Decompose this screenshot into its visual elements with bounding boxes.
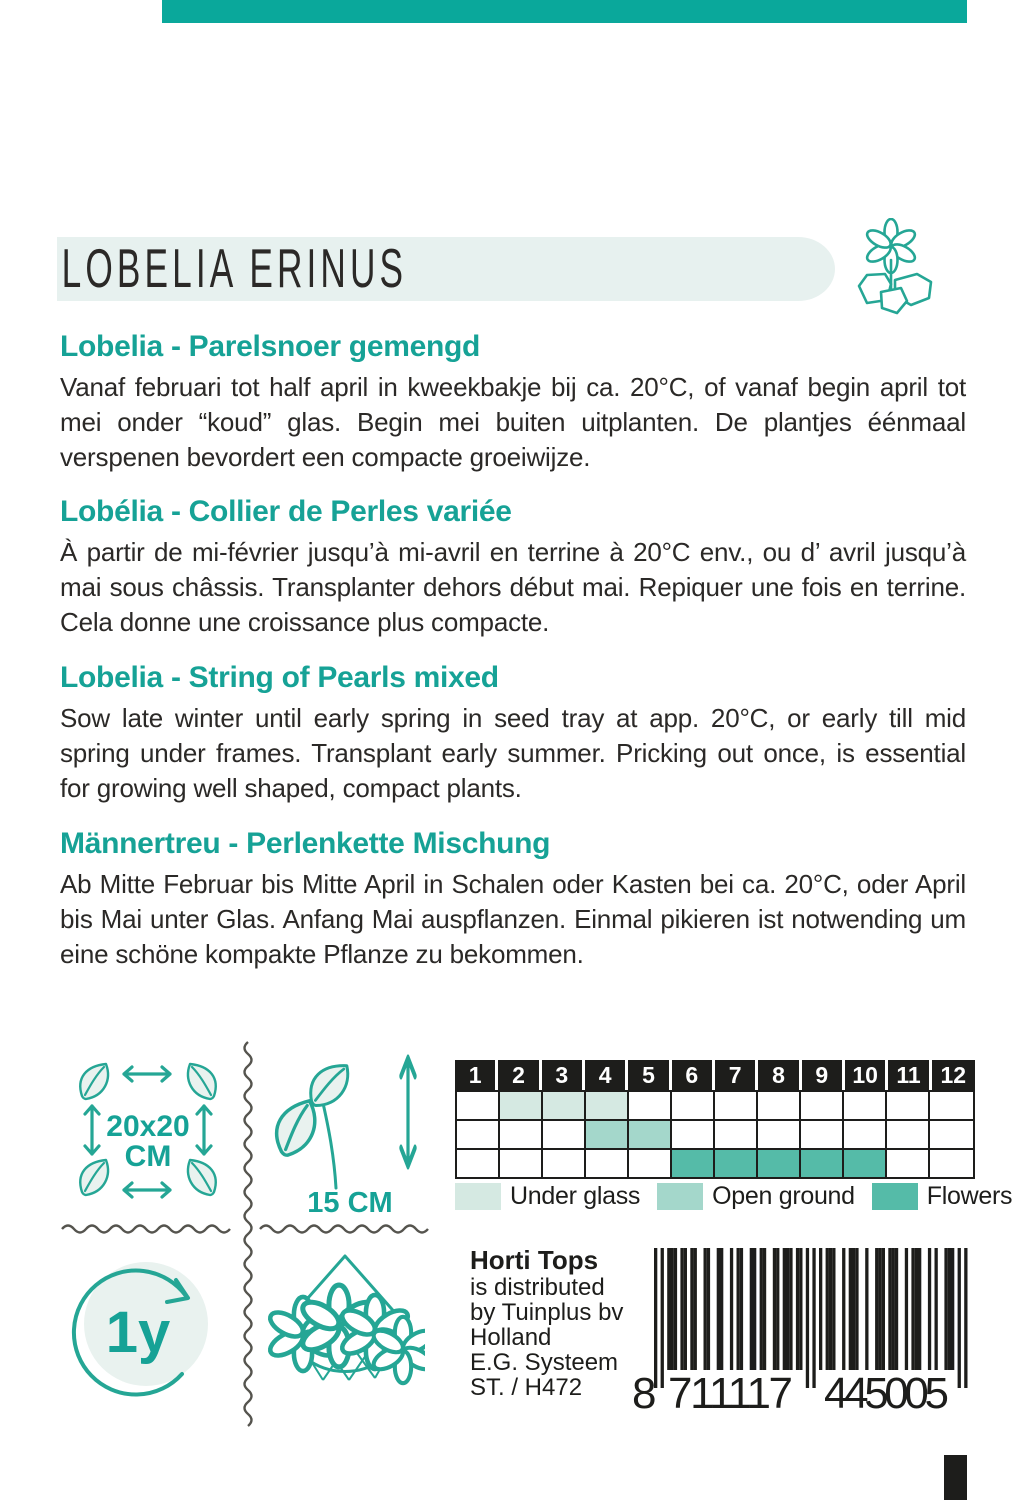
- barcode-bar: [895, 1248, 898, 1370]
- calendar-cell: [629, 1092, 672, 1121]
- calendar-month-header: 9: [802, 1060, 845, 1090]
- section-heading-en: Lobelia - String of Pearls mixed: [60, 661, 499, 694]
- barcode-bar: [674, 1248, 677, 1370]
- distributor-name: Horti Tops: [470, 1245, 599, 1275]
- barcode-bar: [865, 1248, 868, 1370]
- barcode-bar: [720, 1248, 723, 1370]
- calendar-cell: [844, 1150, 887, 1177]
- calendar-cell: [887, 1121, 930, 1150]
- title-band: [57, 237, 835, 301]
- barcode-bar: [832, 1248, 835, 1370]
- calendar-month-header: 3: [542, 1060, 585, 1090]
- calendar-cell: [715, 1092, 758, 1121]
- barcode-bar: [875, 1248, 878, 1370]
- calendar-cell: [844, 1121, 887, 1150]
- calendar-month-header: 6: [672, 1060, 715, 1090]
- barcode-bar: [717, 1248, 720, 1370]
- barcode-bar: [892, 1248, 895, 1370]
- barcode-bar: [680, 1248, 683, 1370]
- barcode-bar: [829, 1248, 832, 1370]
- lifecycle-text: 1y: [105, 1300, 171, 1365]
- barcode-bar: [905, 1248, 908, 1370]
- barcode-bar: [694, 1248, 697, 1370]
- calendar-cell: [586, 1121, 629, 1150]
- section-french: [60, 495, 966, 640]
- calendar-cell: [457, 1121, 500, 1150]
- calendar-cell: [887, 1150, 930, 1177]
- barcode-bar: [786, 1248, 789, 1370]
- barcode-bar: [842, 1248, 845, 1370]
- barcode-bar: [776, 1248, 779, 1370]
- barcode-bar: [812, 1248, 815, 1388]
- barcode-bar: [958, 1248, 961, 1388]
- calendar-month-header: 11: [888, 1060, 931, 1090]
- barcode-bar: [737, 1248, 740, 1370]
- barcode-bar: [773, 1248, 776, 1370]
- barcode-bar: [915, 1248, 918, 1370]
- calendar-cell: [801, 1092, 844, 1121]
- calendar-cell: [457, 1150, 500, 1177]
- calendar-cell: [457, 1092, 500, 1121]
- barcode-bar: [750, 1248, 753, 1370]
- calendar-cell: [758, 1121, 801, 1150]
- section-german: [60, 827, 966, 972]
- distributor-line: by Tuinplus bv: [470, 1299, 624, 1326]
- spacing-value-text: 20x20: [106, 1110, 190, 1143]
- legend-swatch: [657, 1183, 703, 1210]
- calendar-month-header: 1: [455, 1060, 498, 1090]
- barcode-digits: 711117: [668, 1369, 793, 1413]
- section-heading-de: Männertreu - Perlenkette Mischung: [60, 827, 551, 860]
- distributor-line: ST. / H472: [470, 1374, 583, 1401]
- barcode-bar: [878, 1248, 881, 1370]
- barcode-bar: [806, 1248, 809, 1388]
- calendar-cell: [586, 1150, 629, 1177]
- calendar-legend: [455, 1182, 1013, 1211]
- calendar-month-header: 12: [932, 1060, 975, 1090]
- barcode-bar: [849, 1248, 852, 1370]
- calendar-cell: [715, 1150, 758, 1177]
- calendar-cell: [930, 1121, 973, 1150]
- legend-item: [455, 1182, 640, 1211]
- legend-item: [657, 1182, 855, 1211]
- barcode-bar: [826, 1248, 829, 1370]
- section-body-en: Sow late winter until early spring in seed tray at app. 20°C, or early till mid spring under frames. Transplant early summer. Pricking out once, is essential for growing well shaped, compact plants.: [60, 703, 966, 803]
- barcode-bar: [935, 1248, 938, 1370]
- barcode-bar: [911, 1248, 914, 1370]
- calendar-cell: [758, 1092, 801, 1121]
- barcode-bar: [667, 1248, 670, 1370]
- calendar-body: [455, 1090, 975, 1179]
- barcode-bar: [661, 1248, 664, 1388]
- calendar-cell: [930, 1150, 973, 1177]
- calendar-cell: [844, 1092, 887, 1121]
- calendar-month-header: 8: [758, 1060, 801, 1090]
- barcode-bar: [799, 1248, 802, 1370]
- flower-pebbles-icon: [845, 218, 937, 318]
- calendar-month-header: 10: [845, 1060, 888, 1090]
- barcode-bar: [948, 1248, 951, 1370]
- calendar-cell: [672, 1121, 715, 1150]
- section-heading-nl: Lobelia - Parelsnoer gemengd: [60, 330, 481, 363]
- barcode-bar: [690, 1248, 693, 1370]
- barcode-bar: [753, 1248, 756, 1370]
- barcode-bar: [882, 1248, 885, 1370]
- barcode-digits: 445005: [824, 1369, 949, 1413]
- calendar-cell: [543, 1092, 586, 1121]
- hanging-basket-icon: [265, 1250, 425, 1412]
- section-body-de: Ab Mitte Februar bis Mitte April in Schalen oder Kasten bei ca. 20°C, oder April bis Mai unter Glas. Anfang Mai auspflanzen. Einmal pikieren ist notwending um eine schöne kompakte Pflanze zu bekommen.: [60, 869, 966, 969]
- calendar-month-header: 5: [628, 1060, 671, 1090]
- calendar-cell: [629, 1150, 672, 1177]
- calendar-cell: [672, 1150, 715, 1177]
- plant-height-text: 15 CM: [307, 1187, 393, 1219]
- calendar-month-header: 2: [498, 1060, 541, 1090]
- calendar-month-header: 7: [715, 1060, 758, 1090]
- calendar-row-under-glass: [457, 1092, 973, 1121]
- barcode-bar: [796, 1248, 799, 1370]
- distributor-line: Holland: [470, 1324, 552, 1351]
- legend-label: Flowers: [926, 1182, 1013, 1210]
- barcode-bar: [819, 1248, 822, 1370]
- calendar-cell: [801, 1121, 844, 1150]
- barcode-bar: [783, 1248, 786, 1370]
- barcode-bar: [740, 1248, 743, 1370]
- calendar-cell: [586, 1092, 629, 1121]
- barcode-bar: [707, 1248, 710, 1370]
- section-english: [60, 661, 966, 806]
- print-registration-mark: [944, 1455, 967, 1500]
- barcode-bar: [789, 1248, 792, 1370]
- calendar-row-open-ground: [457, 1121, 973, 1150]
- calendar-cell: [758, 1150, 801, 1177]
- legend-swatch: [455, 1183, 501, 1210]
- calendar-cell: [801, 1150, 844, 1177]
- calendar-cell: [715, 1121, 758, 1150]
- spacing-unit-text: CM: [124, 1140, 172, 1173]
- plant-height-icon: [258, 1050, 433, 1220]
- ean-barcode: [632, 1248, 977, 1413]
- barcode-bar: [730, 1248, 733, 1370]
- calendar-cell: [629, 1121, 672, 1150]
- legend-item: [872, 1182, 1012, 1211]
- barcode-bar: [763, 1248, 766, 1370]
- section-dutch: [60, 330, 966, 475]
- barcode-bar: [760, 1248, 763, 1370]
- horizontal-wavy-divider-left: [60, 1222, 236, 1236]
- calendar-cell: [543, 1121, 586, 1150]
- calendar-cell: [887, 1092, 930, 1121]
- barcode-bar: [671, 1248, 674, 1370]
- distributor-block: [470, 1245, 645, 1401]
- barcode-bar: [654, 1248, 657, 1388]
- calendar-cell: [672, 1092, 715, 1121]
- barcode-digits: 8: [632, 1369, 657, 1413]
- barcode-bar: [855, 1248, 858, 1370]
- calendar-cell: [500, 1150, 543, 1177]
- horizontal-wavy-divider-right: [258, 1222, 434, 1236]
- section-body-fr: À partir de mi-février jusqu’à mi-avril en terrine à 20°C env., ou d’ avril jusqu’à mai sous châssis. Transplanter dehors début mai. Repiquer une fois en terrine. Cela donne une croissance plus compacte.: [60, 537, 966, 637]
- legend-swatch: [872, 1183, 918, 1210]
- barcode-bar: [944, 1248, 947, 1370]
- legend-label: Open ground: [712, 1182, 855, 1210]
- calendar-header-row: [455, 1060, 975, 1090]
- barcode-bar: [852, 1248, 855, 1370]
- calendar-month-header: 4: [585, 1060, 628, 1090]
- section-body-nl: Vanaf februari tot half april in kweekbakje bij ca. 20°C, of vanaf begin april tot mei onder “koud” glas. Begin mei buiten uitplanten. De plantjes éénmaal verspenen bevordert een compacte groeiwijze.: [60, 372, 966, 472]
- distributor-line: E.G. Systeem: [470, 1349, 619, 1376]
- barcode-bar: [888, 1248, 891, 1370]
- barcode-bar: [951, 1248, 954, 1370]
- barcode-bar: [964, 1248, 967, 1388]
- top-color-bar: [162, 0, 967, 23]
- barcode-bar: [684, 1248, 687, 1370]
- calendar-cell: [930, 1092, 973, 1121]
- variety-title: LOBELIA ERINUS: [61, 237, 408, 300]
- barcode-bar: [704, 1248, 707, 1370]
- section-heading-fr: Lobélia - Collier de Perles variée: [60, 495, 512, 528]
- barcode-bar: [918, 1248, 921, 1370]
- sowing-calendar: [455, 1060, 975, 1179]
- barcode-bar: [928, 1248, 931, 1370]
- calendar-cell: [543, 1150, 586, 1177]
- plant-spacing-icon: [62, 1050, 234, 1215]
- distributor-line: is distributed: [470, 1274, 605, 1301]
- calendar-cell: [500, 1092, 543, 1121]
- calendar-row-flowers: [457, 1150, 973, 1177]
- calendar-cell: [500, 1121, 543, 1150]
- legend-label: Under glass: [510, 1182, 641, 1210]
- vertical-wavy-divider: [241, 1040, 255, 1432]
- annual-lifecycle-icon: [64, 1256, 214, 1406]
